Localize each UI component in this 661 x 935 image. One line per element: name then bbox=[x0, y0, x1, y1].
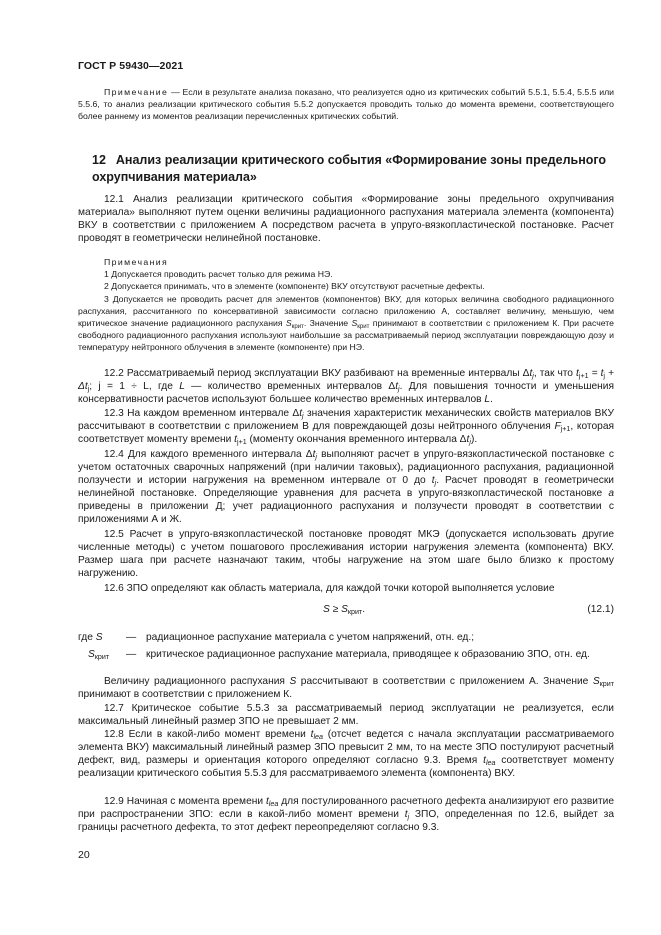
page-number: 20 bbox=[78, 849, 90, 861]
where-label: где S bbox=[78, 632, 103, 643]
where-desc-2: критическое радиационное распухание материала, приводящее к образованию ЗПО, отн. ед. bbox=[146, 649, 590, 660]
paragraph-12-3: 12.3 На каждом временном интервале $\Delta t_j$ значения характеристик механических свойств материалов ВКУ рассчитывают в соответствии с приложением В для повреждающей дозы нейтронного облучения $F_{j+1}$, которая соответствует моменту времени $t_{j+1}$ (моменту окончания временного интервала $\Delta t_j$). bbox=[78, 408, 614, 446]
paragraph-12-5: 12.5 Расчет в упруго-вязкопластической постановке проводят МКЭ (допускается использовать другие численные методы) с учетом пошагового прослеживания истории нагружения элемента (компонента) ВКУ. Размер шага при расчете назначают таким, чтобы нагружение на этом шаге было близко к простому нагружению. bbox=[78, 529, 614, 579]
notes-block bbox=[78, 256, 614, 354]
paragraph-12-2: 12.2 Рассматриваемый период эксплуатации ВКУ разбивают на временные интервалы $\Delta t_j$, так что $t_{j+1} = t_j + \Delta t_j$; j = 1 ÷ L, где L — количество временных интервалов $\Delta t_j$. Для повышения точности и уменьшения консервативности расчетов используют большее количество временных интервалов L. bbox=[78, 368, 614, 405]
paragraph-12-8: 12.8 Если в какой-либо момент времени $t_{lea}$ (отсчет ведется с начала эксплуатации рассматриваемого элемента ВКУ) максимальный линейный размер ЗПО превысит 2 мм, то на месте ЗПО постулируют расчетный дефект, вид, размеры и ориентация которого определяют согласно 9.3. Время $t_{lea}$ соответствует моменту реализации критического события 5.5.3 для рассматриваемого элемента (компонента) ВКУ. bbox=[78, 729, 614, 779]
formula-expression: $S \ge S_{крит}$. bbox=[323, 604, 366, 616]
notes-label: Примечания bbox=[104, 257, 169, 267]
note-2: 2 Допускается принимать, что в элементе (компоненте) ВКУ отсутствуют расчетные дефекты. bbox=[104, 281, 485, 292]
where-desc-1: радиационное распухание материала с учетом напряжений, отн. ед.; bbox=[146, 632, 475, 643]
paragraph-12-9: 12.9 Начиная с момента времени $t_{lea}$ для постулированного расчетного дефекта анализируют его развитие при распространении ЗПО: если в какой-либо момент времени $t_j$ ЗПО, определенная по 12.6, выйдет за границы расчетного дефекта, то этот дефект переопределяют согласно 9.3. bbox=[78, 796, 615, 833]
section-title: Анализ реализации критического события «Формирование зоны предельного охрупчивания материала» bbox=[92, 153, 607, 184]
note-top bbox=[78, 86, 614, 123]
where-dash-2: — bbox=[126, 649, 137, 660]
where-symbol-2: $S_{крит}$ bbox=[88, 649, 110, 661]
paragraph-12-4: 12.4 Для каждого временного интервала $\Delta t_j$ выполняют расчет в упруго-вязкопластической постановке с учетом остаточных сварочных напряжений (при наличии таковых), радиационного распухания, радиационной ползучести и истории нагружения на временном интервале от 0 до $t_j$. Расчет проводят в геометрически нелинейной постановке. Определяющие уравнения для расчета в упруго-вязкопластической постановке а приведены в приложении Д; учет радиационного распухания и ползучести проводят в соответствии с приложениями А и Ж. bbox=[78, 449, 615, 525]
paragraph-12-1: 12.1 Анализ реализации критического события «Формирование зоны предельного охрупчивания материала» выполняют путем оценки величины радиационного распухания материала элемента (компонента) ВКУ в соответствии с приложением А посредством расчета в упруго-вязкопластической постановке. Расчет проводят в геометрически нелинейной постановке. bbox=[78, 194, 614, 244]
where-dash-1: — bbox=[126, 632, 137, 643]
section-number: 12 bbox=[92, 153, 106, 167]
note-text: — Если в результате анализа показано, что реализуется одно из критических событий 5.5.1, 5.5.4, 5.5.5 или 5.5.6, то анализ реализации критического события 5.5.2 допускается проводить только до момента времени, соответствующего более раннему из моментов реализации перечисленных критических событий. bbox=[78, 87, 614, 122]
paragraph-12-7: 12.7 Критическое событие 5.5.3 за рассматриваемый период эксплуатации не реализуется, если максимальный линейный размер ЗПО не превышает 2 мм. bbox=[78, 703, 614, 727]
paragraph-12-6: 12.6 ЗПО определяют как область материала, для каждой точки которой выполняется условие bbox=[104, 583, 555, 594]
paragraph-after-where: Величину радиационного распухания S рассчитывают в соответствии с приложением А. Значение $S_{крит}$ принимают в соответствии с приложением К. bbox=[78, 676, 614, 700]
note-1: 1 Допускается проводить расчет только для режима НЭ. bbox=[104, 269, 333, 280]
standard-header: ГОСТ Р 59430—2021 bbox=[78, 60, 184, 72]
where-item-2 bbox=[78, 648, 614, 674]
where-item-1 bbox=[78, 631, 614, 644]
formula-number: (12.1) bbox=[587, 604, 614, 615]
note-label: Примечание bbox=[104, 87, 169, 97]
note-3: 3 Допускается не проводить расчет для элементов (компонентов) ВКУ, для которых величина свободного радиационного распухания, рассчитанного по консервативной зависимости согласно приложению А, составляет величину, меньшую, чем критическое значение радиационного распухания $S_{крит}$. Значение $S_{крит}$ принимают в соответствии с приложением К. При расчете свободного радиационного распухания используют наибольшие за рассматриваемый период эксплуатации повреждающую дозу и температуру нейтронного облучения в элементе (компоненте) при НЭ. bbox=[78, 293, 614, 353]
section-heading bbox=[92, 152, 612, 185]
